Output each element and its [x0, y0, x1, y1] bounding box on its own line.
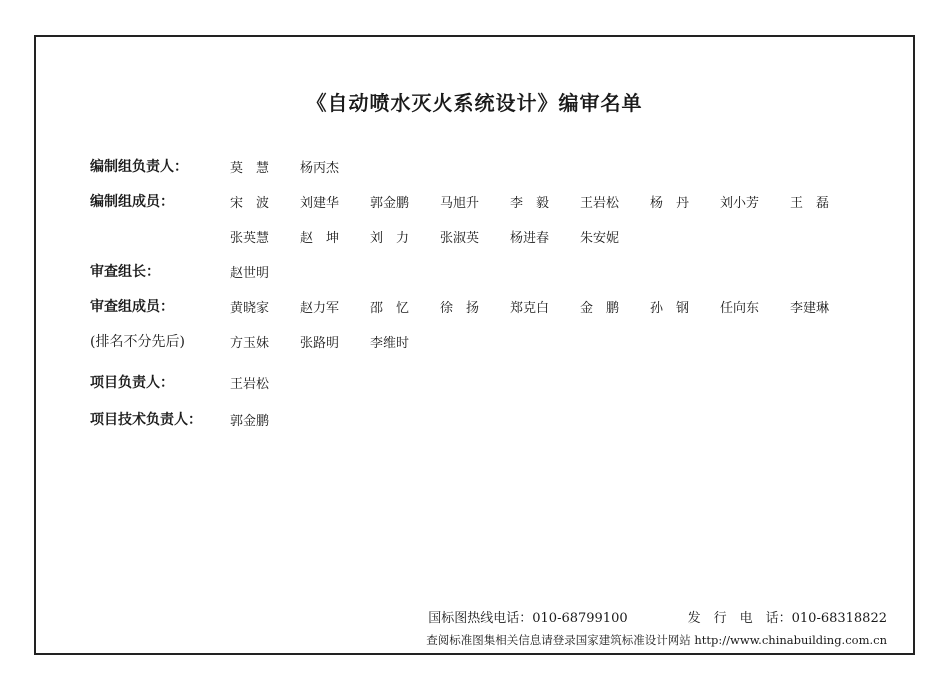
hotline-text: 国标图热线电话：010-68799100 [428, 611, 628, 626]
name: 赵 坤 [300, 230, 340, 246]
name: 张淑英 [440, 230, 480, 246]
page-frame [34, 35, 915, 655]
row-project-lead [90, 371, 300, 393]
page-title: 《自动喷水灭火系统设计》编审名单 [306, 91, 643, 115]
distribution-phone-text: 发 行 电 话：010-68318822 [687, 611, 887, 626]
name: 刘小芳 [720, 195, 760, 211]
name: 郭金鹏 [370, 195, 410, 211]
label-tech-lead: 项目技术负责人： [90, 412, 202, 428]
name: 孙 钢 [650, 300, 690, 316]
label-review-lead: 审查组长： [90, 264, 160, 280]
row-reviewers-1 [90, 295, 860, 317]
label-lead: 编制组负责人： [90, 159, 188, 175]
row-lead [90, 155, 370, 177]
name: 朱安妮 [580, 230, 620, 246]
name: 王岩松 [230, 376, 270, 392]
name: 方玉妹 [230, 335, 270, 351]
name: 刘建华 [300, 195, 340, 211]
name: 宋 波 [230, 195, 270, 211]
name: 黄晓家 [230, 300, 270, 316]
name: 邵 忆 [370, 300, 410, 316]
name: 莫 慧 [230, 160, 270, 176]
name: 李建琳 [790, 300, 830, 316]
row-tech-lead [90, 408, 300, 430]
name: 马旭升 [440, 195, 480, 211]
footer-phones [428, 607, 887, 626]
row-members-2 [90, 225, 650, 247]
name: 任向东 [720, 300, 760, 316]
name: 金 鹏 [580, 300, 620, 316]
label-project-lead: 项目负责人： [90, 375, 174, 391]
name: 赵世明 [230, 265, 270, 281]
name: 刘 力 [370, 230, 410, 246]
row-members-1 [90, 190, 860, 212]
name: 郭金鹏 [230, 413, 270, 429]
name: 张路明 [300, 335, 340, 351]
name: 徐 扬 [440, 300, 480, 316]
name: 张英慧 [230, 230, 270, 246]
name: 杨丙杰 [300, 160, 340, 176]
name: 王岩松 [580, 195, 620, 211]
name: 郑克白 [510, 300, 550, 316]
label-members: 编制组成员： [90, 194, 174, 210]
name: 李 毅 [510, 195, 550, 211]
name: 杨 丹 [650, 195, 690, 211]
name: 杨进春 [510, 230, 550, 246]
name: 李维时 [370, 335, 410, 351]
row-review-lead [90, 260, 300, 282]
label-reviewers: 审查组成员： [90, 299, 174, 315]
row-reviewers-2 [90, 330, 440, 352]
name: 赵力军 [300, 300, 340, 316]
footer-website: 查阅标准图集相关信息请登录国家建筑标准设计网站 http://www.chinabuilding.com.cn [426, 633, 887, 647]
label-ranking-note: (排名不分先后) [90, 334, 185, 350]
name: 王 磊 [790, 195, 830, 211]
